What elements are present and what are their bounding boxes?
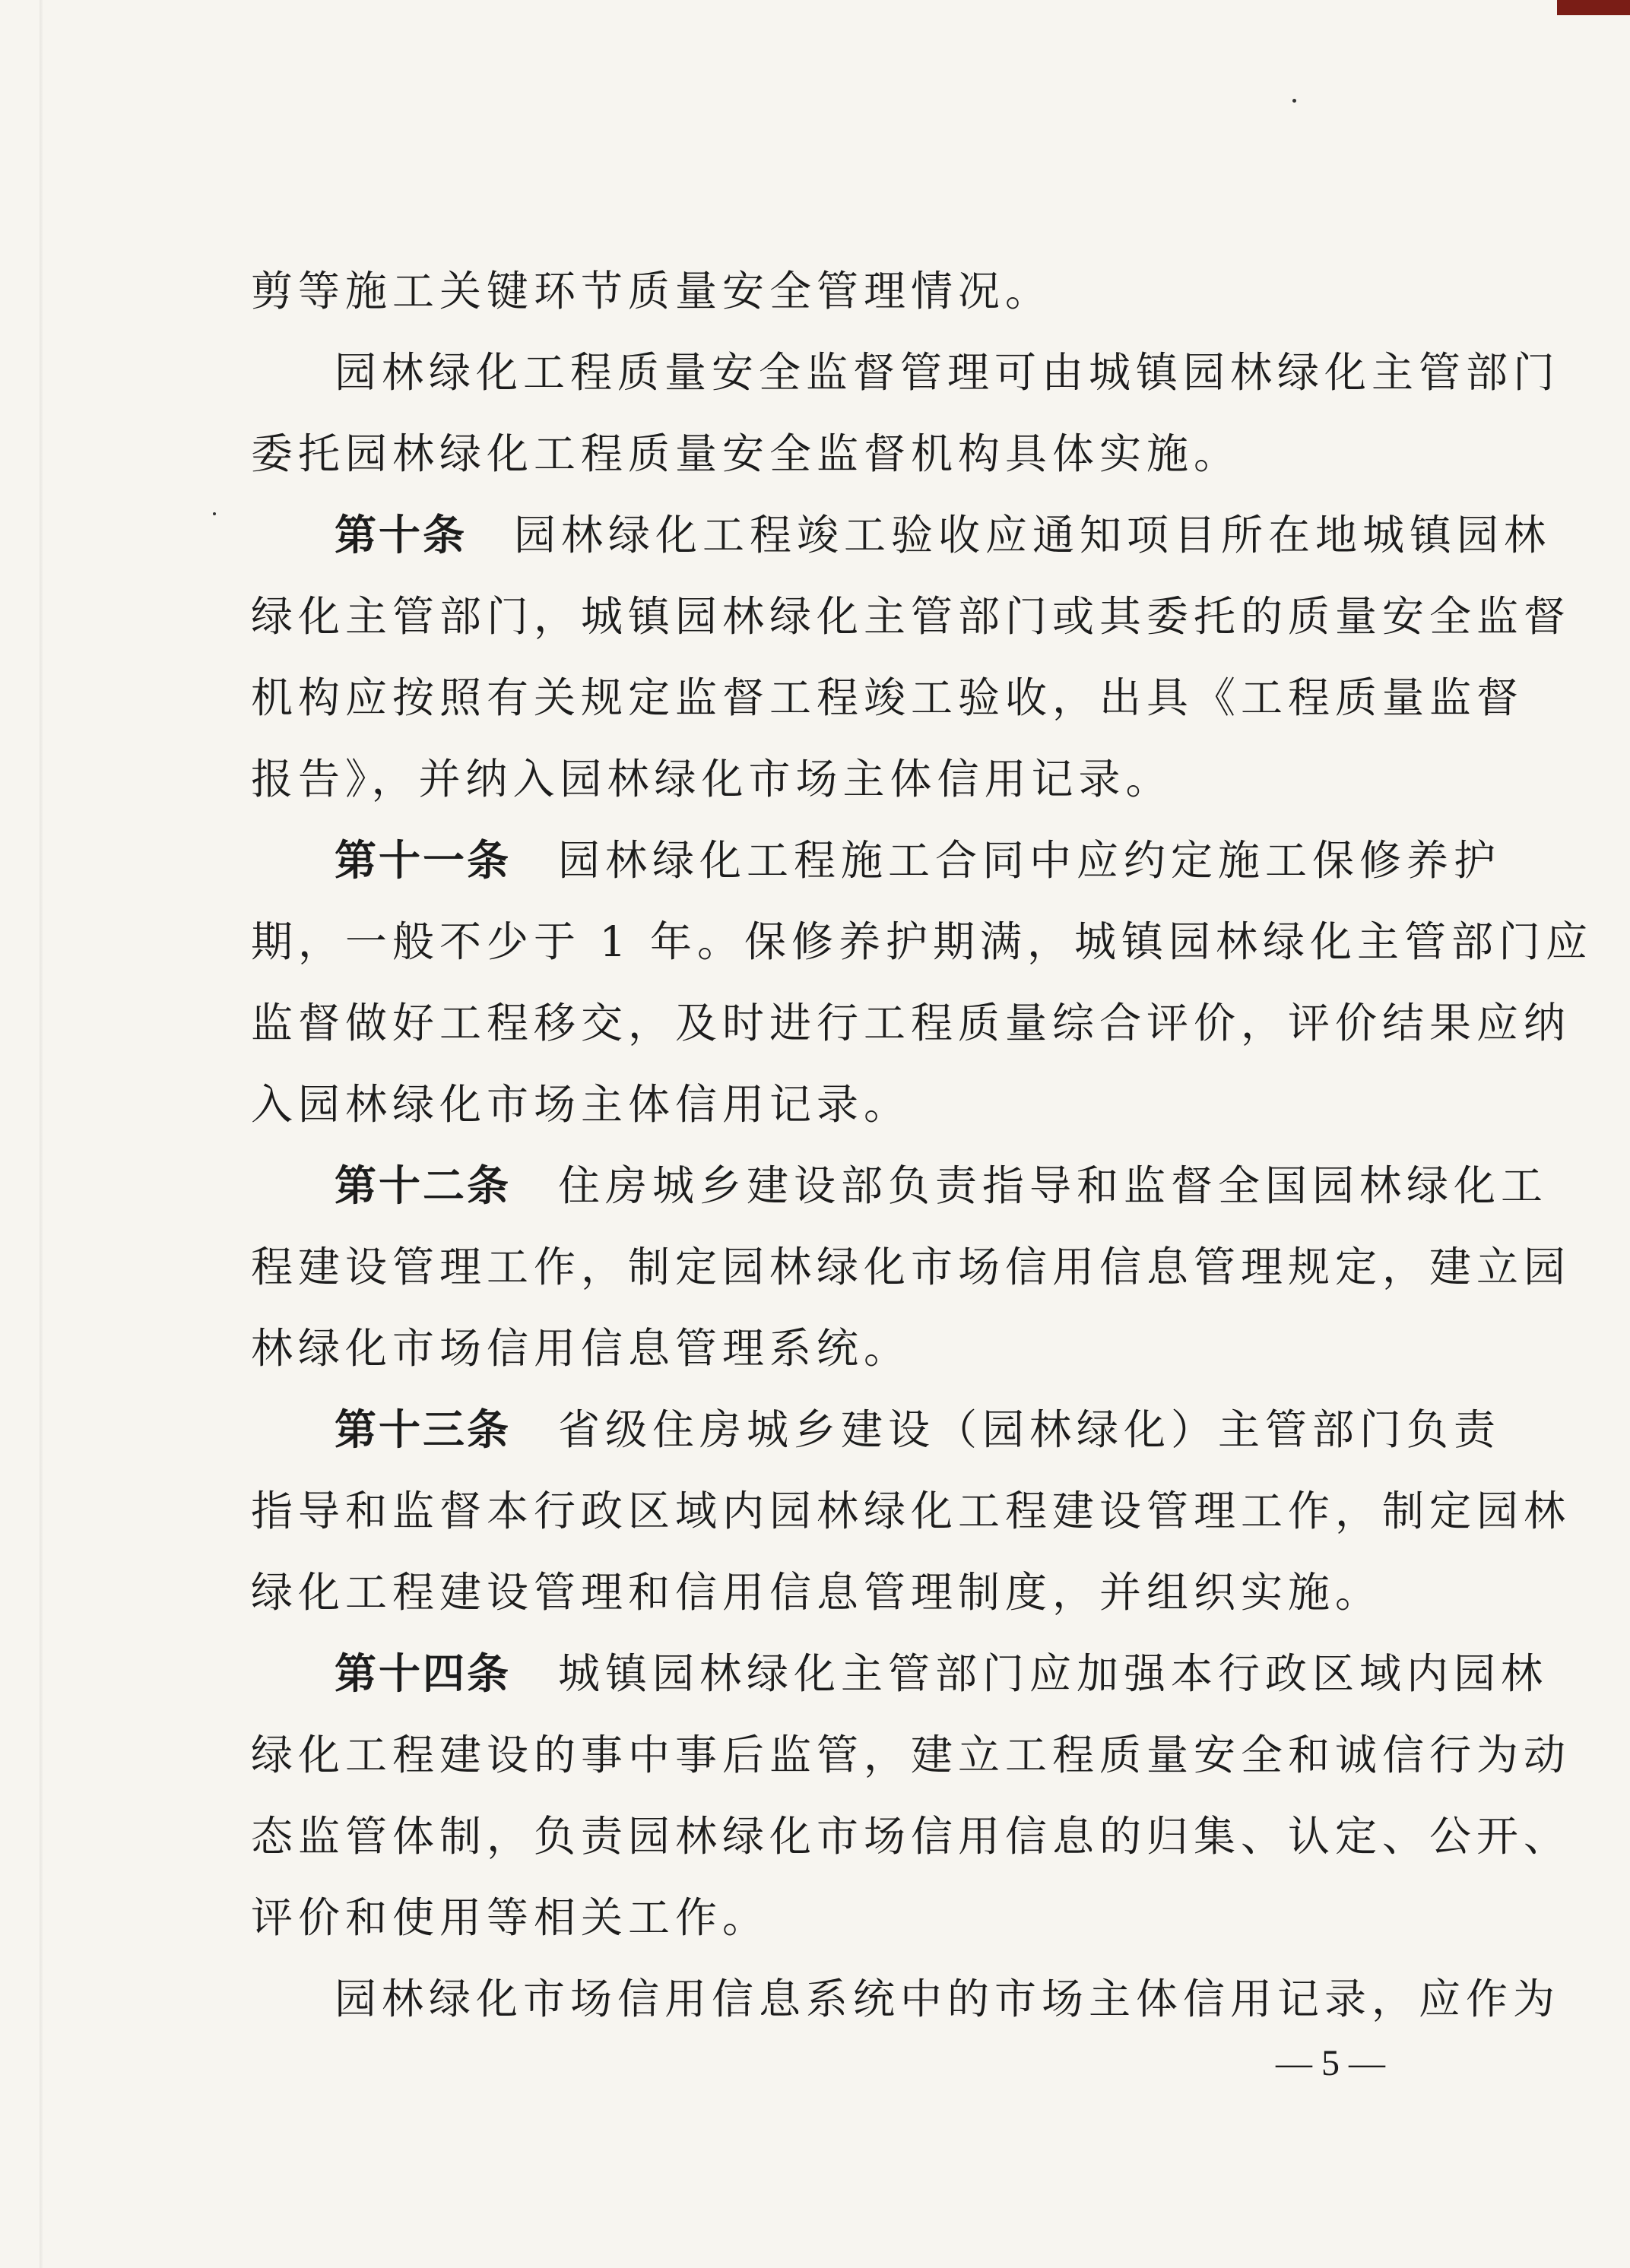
text-line: 绿化工程建设的事中事后监管，建立工程质量安全和诚信行为动 <box>251 1731 1571 1779</box>
article-heading: 第十一条 <box>335 836 512 885</box>
article-first-line <box>251 820 1502 901</box>
text-line: 林绿化市场信用信息管理系统。 <box>251 1324 912 1373</box>
text-line: 委托园林绿化工程质量安全监督机构具体实施。 <box>251 429 1242 478</box>
text-line: 园林绿化工程施工合同中应约定施工保修养护 <box>558 836 1502 885</box>
text-line: 期，一般不少于 1 年。保修养护期满，城镇园林绿化主管部门应 <box>251 917 1593 966</box>
article-first-line <box>251 495 1552 576</box>
scan-speck <box>1292 99 1296 103</box>
text-line: 剪等施工关键环节质量安全管理情况。 <box>251 267 1053 315</box>
text-line: 城镇园林绿化主管部门应加强本行政区域内园林 <box>558 1649 1549 1698</box>
text-line: 指导和监督本行政区域内园林绿化工程建设管理工作，制定园林 <box>251 1487 1571 1535</box>
text-line: 报告》，并纳入园林绿化市场主体信用记录。 <box>251 755 1173 803</box>
text-line: 态监管体制，负责园林绿化市场信用信息的归集、认定、公开、 <box>251 1812 1571 1861</box>
corner-mark <box>1557 0 1630 15</box>
article-heading: 第十四条 <box>335 1649 512 1698</box>
text-line: 监督做好工程移交，及时进行工程质量综合评价，评价结果应纳 <box>251 999 1571 1047</box>
text-line: 程建设管理工作，制定园林绿化市场信用信息管理规定，建立园 <box>251 1243 1571 1291</box>
page-crease <box>40 0 43 2268</box>
article-first-line <box>251 1389 1502 1471</box>
text-line: 绿化主管部门，城镇园林绿化主管部门或其委托的质量安全监督 <box>251 592 1571 641</box>
article-heading: 第十三条 <box>335 1405 512 1454</box>
text-line: 园林绿化市场信用信息系统中的市场主体信用记录，应作为 <box>335 1975 1561 2023</box>
page-number: — 5 — <box>1276 2043 1385 2083</box>
text-line: 绿化工程建设管理和信用信息管理制度，并组织实施。 <box>251 1568 1383 1617</box>
text-line: 机构应按照有关规定监督工程竣工验收，出具《工程质量监督 <box>251 673 1524 722</box>
article-heading: 第十条 <box>335 511 468 559</box>
body-text <box>251 251 1593 2040</box>
text-line: 园林绿化工程质量安全监督管理可由城镇园林绿化主管部门 <box>335 348 1561 397</box>
text-line: 入园林绿化市场主体信用记录。 <box>251 1080 912 1129</box>
text-line: 住房城乡建设部负责指导和监督全国园林绿化工 <box>558 1161 1549 1210</box>
scan-speck <box>213 512 216 515</box>
text-line: 省级住房城乡建设（园林绿化）主管部门负责 <box>558 1405 1502 1454</box>
text-line: 园林绿化工程竣工验收应通知项目所在地城镇园林 <box>514 511 1552 559</box>
article-heading: 第十二条 <box>335 1161 512 1210</box>
article-first-line <box>251 1145 1549 1227</box>
text-line: 评价和使用等相关工作。 <box>251 1893 770 1942</box>
article-first-line <box>251 1633 1549 1715</box>
